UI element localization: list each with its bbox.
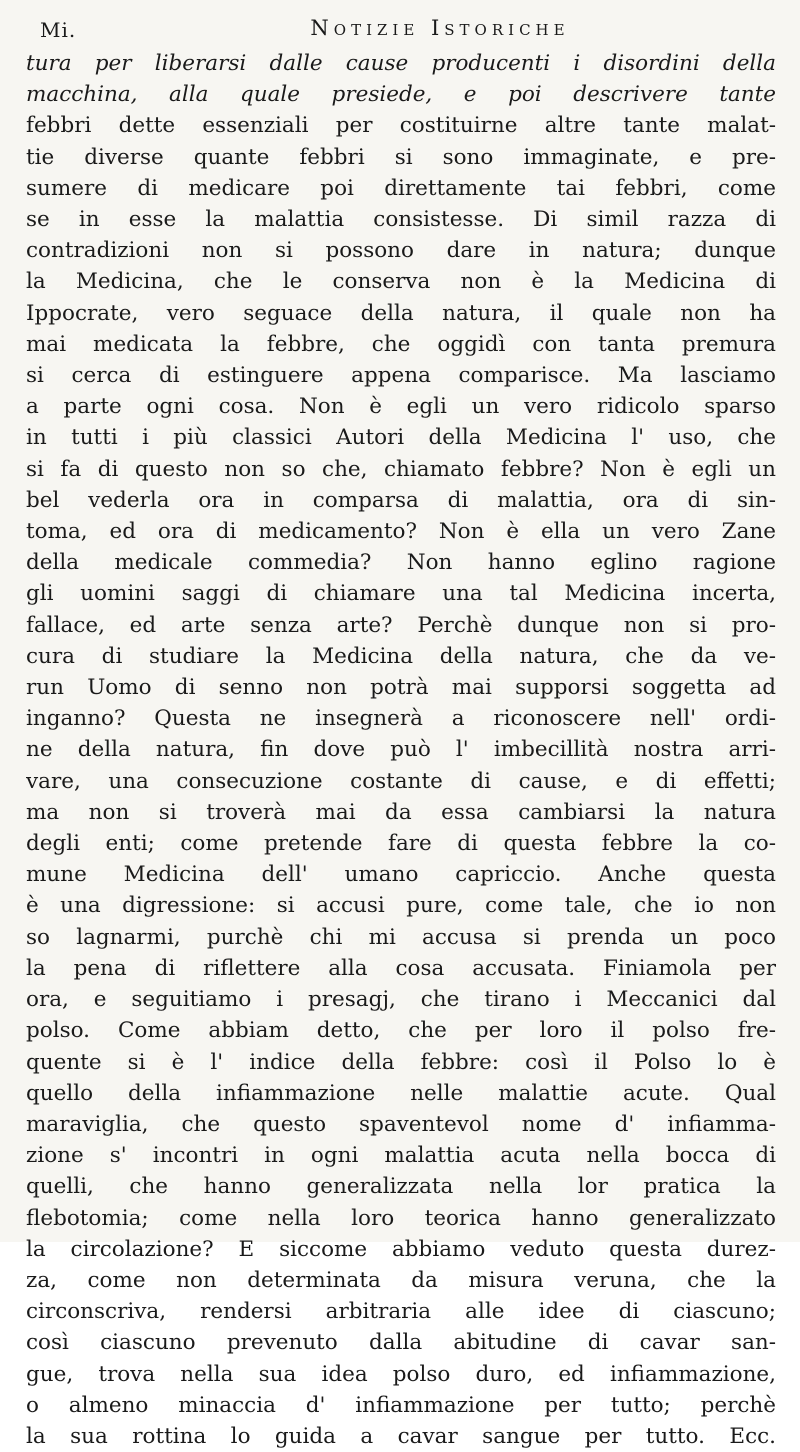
text-line: in tutti i più classici Autori della Medicina l' uso, che bbox=[26, 425, 776, 451]
text-line: toma, ed ora di medicamento? Non è ella un vero Zane bbox=[26, 519, 776, 545]
text-line: la sua rottina lo guida a cavar sangue per tutto. Ecc. bbox=[26, 1423, 776, 1449]
text-line: si cerca di estinguere appena comparisce. Ma lasciamo bbox=[26, 363, 776, 389]
text-line: degli enti; come pretende fare di questa febbre la co- bbox=[26, 831, 776, 857]
text-line: la Medicina, che le conserva non è la Medicina di bbox=[26, 269, 776, 295]
text-line: fallace, ed arte senza arte? Perchè dunque non si pro- bbox=[26, 612, 776, 638]
text-line: so lagnarmi, purchè chi mi accusa si prenda un poco bbox=[26, 924, 776, 950]
text-line: zione s' incontri in ogni malattia acuta nella bocca di bbox=[26, 1143, 776, 1169]
text-line: febbri dette essenziali per costituirne altre tante malat- bbox=[26, 113, 776, 139]
text-line: mai medicata la febbre, che oggidì con tanta premura bbox=[26, 331, 776, 357]
text-line: macchina, alla quale presiede, e poi descrivere tante bbox=[26, 82, 776, 108]
text-line: gli uomini saggi di chiamare una tal Medicina incerta, bbox=[26, 581, 776, 607]
text-line: o almeno minaccia d' infiammazione per tutto; perchè bbox=[26, 1392, 776, 1418]
text-line: ora, e seguitiamo i presagj, che tirano i Meccanici dal bbox=[26, 987, 776, 1013]
text-line: la pena di riflettere alla cosa accusata. Finiamola per bbox=[26, 955, 776, 981]
text-line: quello della infiammazione nelle malattie acute. Qual bbox=[26, 1080, 776, 1106]
running-head bbox=[40, 14, 770, 48]
text-line: Ippocrate, vero seguace della natura, il quale non ha bbox=[26, 300, 776, 326]
text-line: così ciascuno prevenuto dalla abitudine di cavar san- bbox=[26, 1330, 776, 1356]
text-line: la circolazione? E siccome abbiamo veduto questa durez- bbox=[26, 1236, 776, 1262]
text-line: maraviglia, che questo spaventevol nome d' infiamma- bbox=[26, 1111, 776, 1137]
text-line: si fa di questo non so che, chiamato febbre? Non è egli un bbox=[26, 456, 776, 482]
text-line: tie diverse quante febbri si sono immaginate, e pre- bbox=[26, 144, 776, 170]
text-line: tura per liberarsi dalle cause producenti i disordini della bbox=[26, 51, 776, 76]
text-line: quelli, che hanno generalizzata nella lor pratica la bbox=[26, 1174, 776, 1200]
text-line: gue, trova nella sua idea polso duro, ed infiammazione, bbox=[26, 1361, 776, 1387]
text-line: za, come non determinata da misura veruna, che la bbox=[26, 1267, 776, 1293]
text-line: quente si è l' indice della febbre: così il Polso lo è bbox=[26, 1049, 776, 1075]
text-line: se in esse la malattia consistesse. Di simil razza di bbox=[26, 207, 776, 233]
text-line: ma non si troverà mai da essa cambiarsi la natura bbox=[26, 799, 776, 825]
text-line: run Uomo di senno non potrà mai supporsi soggetta ad bbox=[26, 675, 776, 701]
text-line: contradizioni non si possono dare in natura; dunque bbox=[26, 238, 776, 264]
text-line: circonscriva, rendersi arbitraria alle idee di ciascuno; bbox=[26, 1299, 776, 1325]
text-line: a parte ogni cosa. Non è egli un vero ridicolo sparso bbox=[26, 394, 776, 420]
text-line: bel vederla ora in comparsa di malattia, ora di sin- bbox=[26, 487, 776, 513]
text-line: è una digressione: si accusi pure, come tale, che io non bbox=[26, 893, 776, 919]
text-line: ne della natura, fin dove può l' imbecillità nostra arri- bbox=[26, 737, 776, 763]
text-line: mune Medicina dell' umano capriccio. Anche questa bbox=[26, 862, 776, 888]
page-number: Mi. bbox=[40, 18, 77, 42]
text-line: vare, una consecuzione costante di cause, e di effetti; bbox=[26, 768, 776, 794]
text-line: inganno? Questa ne insegnerà a riconoscere nell' ordi- bbox=[26, 706, 776, 732]
text-line: della medicale commedia? Non hanno eglino ragione bbox=[26, 550, 776, 576]
text-line: sumere di medicare poi direttamente tai febbri, come bbox=[26, 175, 776, 201]
body-text bbox=[26, 48, 776, 1452]
text-line: cura di studiare la Medicina della natura, che da ve- bbox=[26, 643, 776, 669]
text-line: flebotomia; come nella loro teorica hanno generalizzato bbox=[26, 1205, 776, 1231]
running-title: Notizie Istoriche bbox=[310, 16, 570, 40]
text-line: polso. Come abbiam detto, che per loro il polso fre- bbox=[26, 1018, 776, 1044]
